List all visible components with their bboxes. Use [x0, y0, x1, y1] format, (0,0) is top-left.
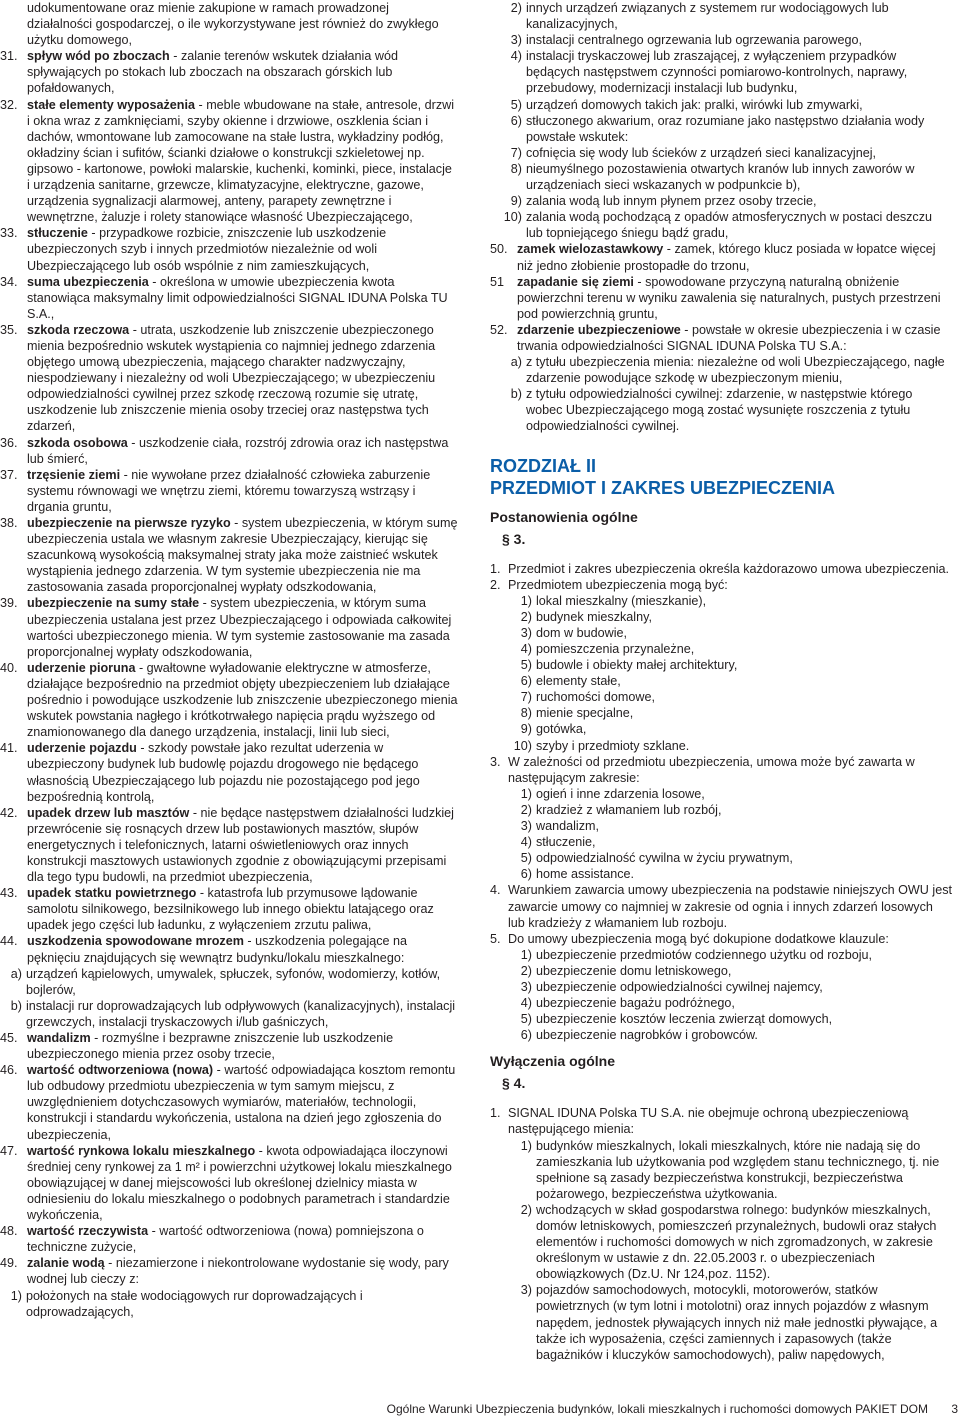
right-column	[490, 0, 952, 1363]
term: uszkodzenia spowodowane mrozem	[27, 934, 244, 949]
item-number: 32.	[0, 97, 18, 112]
item-number: 2)	[520, 963, 532, 978]
item-number: 38.	[0, 516, 18, 530]
item-text: SIGNAL IDUNA Polska TU S.A. nie obejmuje ochroną ubezpieczeniową następującego mienia:	[508, 1106, 909, 1137]
term: trzęsienie ziemi	[27, 467, 121, 482]
item-number: 2)	[520, 1202, 532, 1217]
item-text: pojazdów samochodowych, motocykli, motorowerów, statków powietrznych (w tym lotni i motolotni) oraz innych pojazdów z własnym napędem, jednostek pływających innych niż małe jednostki pływające, a także ich wyposażenia, części zamiennych i zapasowych (także bagażników i kluczyków samochodowych), paliw napędowych,	[536, 1283, 938, 1362]
insured-object-item	[490, 738, 952, 754]
item-number: b)	[510, 387, 522, 402]
item-text: urządzeń kąpielowych, umywalek, spłuczek, syfonów, wodomierzy, kotłów, bojlerów,	[26, 966, 441, 997]
p3-item	[490, 754, 952, 786]
item-number: 46.	[0, 1063, 18, 1078]
chapter-title: PRZEDMIOT I ZAKRES UBEZPIECZENIA	[490, 477, 836, 498]
item-text: pomieszczenia przynależne,	[536, 642, 695, 656]
term: zamek wielozastawkowy	[517, 242, 664, 257]
item-text: budowle i obiekty małej architektury,	[536, 658, 738, 673]
definition-40	[0, 660, 458, 740]
section-exclusions-heading: Wyłączenia ogólne	[490, 1053, 615, 1070]
definition-text: - kwota odpowiadająca iloczynowi średniej ceny rynkowej za 1 m² i powierzchni użytkowej lokalu mieszkalnego obowiązującej w danej miejscowości lub określonej dzielnicy miasta w odniesieniu do lokalu mieszkalnego o podobnych parametrach i standardzie wykończenia,	[27, 1143, 452, 1223]
item-number: 31.	[0, 49, 18, 64]
item-text: instalacji centralnego ogrzewania lub ogrzewania parowego,	[526, 33, 863, 48]
p3-item	[490, 561, 952, 577]
left-column	[0, 0, 458, 1320]
definition-list-right	[490, 241, 952, 434]
definition-text: - system ubezpieczenia, w którym sumę ubezpieczenia ustala we własnym zakresie Ubezpieczający, kierując się szacunkową wysokością maksymalnej straty jaka może zaistnieć wskutek wystąpienia jednego zdarzenia. W tym systemie ubezpieczenia nie ma zastosowania zasada proporcjonalnej wypłaty odszkodowania,	[27, 516, 458, 595]
item-number: 45.	[0, 1031, 18, 1045]
item-text: dom w budowie,	[536, 625, 628, 640]
footer-title: Ogólne Warunki Ubezpieczenia budynków, lokali mieszkalnych i ruchomości domowych PAKIET DOM	[386, 1402, 928, 1416]
water-damage-item	[480, 161, 952, 193]
item-number: 40.	[0, 660, 18, 675]
water-damage-item	[480, 209, 952, 241]
term: upadek statku powietrznego	[27, 886, 197, 901]
definition-text: - gwałtowne wyładowanie elektryczne w atmosferze, działające bezpośrednio na przedmiot objęty ubezpieczeniem lub działające pośrednio i powodujące uszkodzenie lub zniszczenie ubezpieczonego mienia wskutek powstania nagłego i krótkotrwałego napięcia prądu wyższego od znamionowanego dla danego urządzenia, instalacji, linii lub sieci,	[27, 660, 458, 740]
definition-text: - szkody powstałe jako rezultat uderzenia w ubezpieczony budynek lub budowlę pojazdu drogowego nie będącego własnością Ubezpieczającego lub pojazdu nie pozostającego pod jego bezpośrednią kontrolą,	[27, 741, 420, 804]
item-number: 2.	[490, 577, 501, 592]
item-number: 1)	[520, 947, 532, 962]
item-text: lokal mieszkalny (mieszkanie),	[536, 593, 707, 608]
item-number: 39.	[0, 596, 18, 611]
term: szkoda rzeczowa	[27, 322, 130, 337]
term: wartość odtworzeniowa (nowa)	[27, 1063, 214, 1078]
insured-object-item-list	[490, 593, 952, 754]
definition-text: - zalanie terenów wskutek działania wód spływających po stokach lub zboczach na obszarach górskich lub pofałdowanych,	[27, 49, 398, 96]
insured-object-item	[490, 673, 952, 689]
definition-text: - przypadkowe rozbicie, zniszczenie lub uszkodzenie ubezpieczonych szyb i innych przedmiotów niezależnie od woli Ubezpieczającego lub osób wspólnie z nim zamieszkujących,	[27, 226, 387, 273]
definition-35	[0, 322, 458, 435]
item-number: 47.	[0, 1143, 18, 1158]
coverage-scope-item	[490, 866, 952, 882]
item-number: 4)	[510, 49, 522, 64]
item-number: 6)	[510, 113, 522, 128]
item-number: 34.	[0, 274, 18, 289]
item-number: 1)	[10, 1288, 22, 1303]
insured-object-item	[490, 689, 952, 705]
section-general-heading: Postanowienia ogólne	[490, 508, 638, 525]
intro-line: udokumentowane oraz mienie zakupione w ramach prowadzonej	[27, 1, 389, 15]
item-number: b)	[10, 998, 22, 1013]
water-damage-item	[480, 32, 952, 48]
item-text: mienie specjalne,	[536, 706, 634, 721]
item-text: ruchomości domowe,	[536, 690, 655, 705]
term: ubezpieczenie na sumy stałe	[27, 596, 200, 611]
coverage-scope-item	[490, 802, 952, 818]
definition-42	[0, 805, 458, 885]
item-number: 2)	[510, 1, 522, 15]
insured-object-item	[490, 593, 952, 609]
item-number: 10)	[503, 210, 522, 225]
intro-text	[0, 0, 458, 48]
term: wartość rzeczywista	[27, 1224, 149, 1239]
item-number: 1)	[520, 1138, 532, 1153]
item-text: stłuczonego akwarium, oraz rozumiane jako następstwo działania wody powstałe wskutek:	[526, 113, 925, 144]
item-number: 51	[490, 274, 505, 289]
definition-37	[0, 467, 458, 515]
item-text: W zależności od przedmiotu ubezpieczenia, umowa może być zawarta w następującym zakresie:	[508, 754, 915, 785]
definition-text: - uszkodzenie ciała, rozstrój zdrowia oraz ich następstwa lub śmierć,	[27, 435, 449, 466]
item-number: 1.	[490, 1106, 501, 1121]
item-number: 8)	[510, 161, 522, 176]
definition-text: - utrata, uszkodzenie lub zniszczenie ubezpieczonego mienia bezpośrednio wskutek wystąpienia co najmniej jednego zdarzenia objętego umową ubezpieczenia, mającego charakter nadzwyczajny, niespodziewany i niezależny od woli Ubezpieczającego; w ubezpieczeniu odpowiedzialności cywilnej przez szkodę rzeczową rozumie się utratę, uszkodzenie lub zniszczenie mienia osoby trzeciej oraz następstwa tych zdarzeń,	[27, 322, 436, 434]
definition-text: - określona w umowie ubezpieczenia kwota stanowiąca maksymalny limit odpowiedzialności SIGNAL IDUNA Polska TU S.A.,	[27, 274, 448, 321]
item-text: Do umowy ubezpieczenia mogą być dokupione dodatkowe klauzule:	[508, 931, 889, 946]
paragraph-3-list	[490, 561, 952, 1044]
item-number: 3)	[520, 1283, 532, 1298]
definition-38	[0, 515, 458, 595]
page-number: 3	[951, 1402, 958, 1416]
item-text: gotówka,	[536, 722, 587, 737]
definition-text: - nie będące następstwem działalności ludzkiej przewrócenie się rosnących drzew lub postawionych masztów, słupów energetycznych i telefonicznych, latarni oświetleniowych oraz innych konstrukcji masztowych ustawionych zgodnie z obowiązującymi przepisami dla tego typu budowli, na przedmiot ubezpieczenia,	[27, 805, 454, 885]
frost-damage-item	[0, 998, 458, 1030]
definition-text: - spowodowane przyczyną naturalną obniżenie powierzchni terenu w wyniku zawalenia się naturalnych, pustych przestrzeni pod powierzchnią gruntu,	[517, 274, 941, 321]
item-text: zalania wodą pochodzącą z opadów atmosferycznych w postaci deszczu lub topniejącego śniegu bądź gradu,	[526, 210, 933, 241]
item-number: 1.	[490, 561, 501, 576]
insured-object-item	[490, 721, 952, 737]
definition-text: - katastrofa lub przymusowe lądowanie samolotu silnikowego, bezsilnikowego lub innego obiektu latającego oraz upadek jego części lub ładunku, z wyłączeniem zrzutu paliwa,	[27, 886, 434, 933]
definition-45	[0, 1030, 458, 1062]
item-49-continued-list	[480, 0, 952, 241]
item-text: ubezpieczenie domu letniskowego,	[536, 963, 732, 978]
item-number: 44.	[0, 934, 18, 949]
item-number: 9)	[510, 194, 522, 209]
definition-text: - wartość odpowiadająca kosztom remontu lub odbudowy przedmiotu ubezpieczenia w tym samym miejscu, z uwzględnieniem dotychczasowych wymiarów, materiałów, technologii, konstrukcji i standardu wykończenia, ustalona na dzień jego zgłoszenia do ubezpieczenia,	[27, 1063, 456, 1142]
item-number: 5)	[520, 851, 532, 866]
item-number: 3)	[520, 819, 532, 834]
frost-damage-item	[0, 966, 458, 998]
clause-item	[490, 963, 952, 979]
definition-46	[0, 1062, 458, 1142]
definition-34	[0, 274, 458, 322]
item-text: ogień i inne zdarzenia losowe,	[536, 786, 705, 801]
excluded-property-item	[490, 1282, 952, 1362]
item-number: 5)	[510, 97, 522, 112]
definition-text: - powstałe w okresie ubezpieczenia i w czasie trwania odpowiedzialności SIGNAL IDUNA Polska TU S.A.:	[517, 322, 941, 353]
clause-item	[490, 995, 952, 1011]
item-number: 43.	[0, 886, 18, 901]
item-text: stłuczenie,	[536, 835, 596, 850]
water-damage-item	[480, 193, 952, 209]
definition-text: - nie wywołane przez działalność człowieka zaburzenie systemu równowagi we wnętrzu ziemi, któremu towarzyszą wstrząsy i drgania gruntu,	[27, 467, 431, 514]
item-number: 7)	[510, 145, 522, 160]
term: wartość rynkowa lokalu mieszkalnego	[27, 1143, 256, 1158]
term: upadek drzew lub masztów	[27, 805, 190, 820]
insurance-event-item	[480, 354, 952, 386]
item-number: 5.	[490, 931, 501, 946]
chapter-label: ROZDZIAŁ II	[490, 455, 596, 476]
item-text: ubezpieczenie odpowiedzialności cywilnej najemcy,	[536, 979, 823, 994]
item-number: 6)	[520, 674, 532, 689]
item-number: 48.	[0, 1224, 18, 1239]
item-text: budynków mieszkalnych, lokali mieszkalnych, które nie nadają się do zamieszkania lub użytkowania pod względem stanu technicznego, tj. nie spełnione są zasady bezpieczeństwa konstrukcji, bezpieczeństwa pożarowego, bezpieczeństwa użytkowania.	[536, 1138, 940, 1201]
item-number: 4.	[490, 883, 501, 898]
intro-line: użytku domowego,	[27, 33, 133, 48]
definition-list	[0, 48, 458, 1319]
insured-object-item	[490, 625, 952, 641]
item-number: 3)	[510, 33, 522, 48]
item-text: położonych na stałe wodociągowych rur doprowadzających i odprowadzających,	[26, 1288, 363, 1319]
water-damage-item	[480, 113, 952, 145]
item-text: Przedmiotem ubezpieczenia mogą być:	[508, 577, 728, 592]
item-number: a)	[10, 966, 22, 981]
item-number: 2)	[520, 802, 532, 817]
item-text: instalacji rur doprowadzających lub odpływowych (kanalizacyjnych), instalacji grzewczych, instalacji tryskaczowych i/lub gaśniczych,	[26, 998, 456, 1029]
term: zdarzenie ubezpieczeniowe	[517, 322, 681, 337]
coverage-scope-item	[490, 850, 952, 866]
item-number: 6)	[520, 867, 532, 882]
definition-50	[490, 241, 952, 273]
item-number: 41.	[0, 741, 18, 756]
intro-line: działalności gospodarczej, o ile wykorzystywane jest również do zwykłego	[27, 17, 439, 32]
clause-item	[490, 1011, 952, 1027]
item-number: 3)	[520, 979, 532, 994]
term: stłuczenie	[27, 226, 88, 241]
item-number: 5)	[520, 658, 532, 673]
definition-text: - niezamierzone i niekontrolowane wydostanie się wody, pary wodnej lub cieczy z:	[27, 1256, 449, 1287]
definition-41	[0, 740, 458, 804]
item-text: ubezpieczenie bagażu podróżnego,	[536, 996, 735, 1011]
paragraph-4-heading: § 4.	[502, 1075, 526, 1092]
term: suma ubezpieczenia	[27, 274, 149, 289]
water-damage-item	[0, 1288, 458, 1320]
item-text: cofnięcia się wody lub ścieków z urządzeń sieci kanalizacyjnej,	[526, 145, 876, 160]
item-text: ubezpieczenie przedmiotów codziennego użytku od rozboju,	[536, 947, 873, 962]
insured-object-item	[490, 609, 952, 625]
p3-item	[490, 577, 952, 593]
item-number: 8)	[520, 706, 532, 721]
item-text: budynek mieszkalny,	[536, 609, 652, 624]
term: spływ wód po zboczach	[27, 49, 170, 64]
definition-44	[0, 933, 458, 965]
definition-text: - uszkodzenia polegające na pęknięciu znajdujących się wewnątrz budynku/lokalu mieszkalnego:	[27, 934, 408, 965]
item-number: 10)	[513, 738, 532, 753]
insured-object-item	[490, 641, 952, 657]
definition-32	[0, 97, 458, 226]
term: stałe elementy wyposażenia	[27, 97, 195, 112]
item-number: 36.	[0, 435, 18, 450]
item-text: odpowiedzialność cywilna w życiu prywatnym,	[536, 851, 793, 866]
term: uderzenie pioruna	[27, 660, 136, 675]
coverage-scope-item	[490, 834, 952, 850]
item-text: wchodzących w skład gospodarstwa rolnego: budynków mieszkalnych, domów letniskowych, pomieszczeń przynależnych, budowli oraz stałych elementów i ruchomości domowych w nich zgromadzonych, w zakresie określonym w ustawie z dn. 22.05.2003 r. o ubezpieczeniach obowiązkowych (Dz.U. Nr 124,poz. 1152).	[536, 1202, 937, 1282]
item-text: nieumyślnego pozostawienia otwartych kranów lub innych zaworów w urządzeniach sieci wskazanych w podpunkcie b),	[526, 161, 915, 193]
item-number: 3.	[490, 754, 501, 769]
p3-item	[490, 931, 952, 947]
item-number: 4)	[520, 642, 532, 656]
definition-49	[0, 1255, 458, 1287]
definition-36	[0, 435, 458, 467]
item-text: instalacji tryskaczowej lub zraszającej, z wyłączeniem przypadków będących następstwem czynności pomiarowo-kontrolnych, naprawy, przebudowy, modernizacji instalacji lub budynku,	[526, 49, 908, 96]
item-number: 9)	[520, 722, 532, 737]
item-number: 52.	[490, 322, 508, 337]
item-text: ubezpieczenie kosztów leczenia zwierząt domowych,	[536, 1012, 833, 1027]
item-text: ubezpieczenie nagrobków i grobowców.	[536, 1028, 758, 1043]
definition-48	[0, 1223, 458, 1255]
insurance-event-item	[480, 386, 952, 434]
definition-39	[0, 595, 458, 659]
p4-item	[490, 1105, 952, 1137]
item-number: 7)	[520, 690, 532, 705]
clause-item	[490, 1027, 952, 1043]
item-text: zalania wodą lub innym płynem przez osoby trzecie,	[526, 194, 817, 209]
item-number: 1)	[520, 593, 532, 608]
item-number: 33.	[0, 226, 18, 241]
item-number: 1)	[520, 786, 532, 801]
insured-object-item	[490, 705, 952, 721]
item-number: 5)	[520, 1012, 532, 1027]
item-text: Warunkiem zawarcia umowy ubezpieczenia na podstawie niniejszych OWU jest zawarcie umowy co najmniej w zakresie od ognia i innych zdarzeń losowych lub kradzieży z włamaniem lub rozboju.	[508, 883, 952, 930]
item-number: 37.	[0, 467, 18, 482]
item-text: elementy stałe,	[536, 674, 621, 689]
item-text: Przedmiot i zakres ubezpieczenia określa każdorazowo umowa ubezpieczenia.	[508, 561, 950, 576]
item-number: 6)	[520, 1028, 532, 1043]
term: ubezpieczenie na pierwsze ryzyko	[27, 516, 231, 530]
water-damage-item	[480, 97, 952, 113]
excluded-property-item-list	[490, 1138, 952, 1363]
item-text: z tytułu ubezpieczenia mienia: niezależne od woli Ubezpieczającego, nagłe zdarzenie powodujące szkodę w ubezpieczonym mieniu,	[526, 355, 945, 386]
item-text: home assistance.	[536, 867, 635, 882]
term: uderzenie pojazdu	[27, 741, 137, 756]
definition-text: - rozmyślne i bezprawne zniszczenie lub uszkodzenie ubezpieczonego mienia przez osoby trzecie,	[27, 1031, 394, 1062]
item-number: a)	[510, 355, 522, 370]
excluded-property-item	[490, 1138, 952, 1202]
definition-47	[0, 1143, 458, 1223]
item-text: wandalizm,	[536, 819, 599, 834]
water-damage-item	[480, 145, 952, 161]
insurance-event-item-list	[480, 354, 952, 434]
coverage-scope-item-list	[490, 786, 952, 883]
water-damage-item	[480, 0, 952, 32]
definition-text: - wartość odtworzeniowa (nowa) pomniejszona o techniczne zużycie,	[27, 1224, 424, 1255]
coverage-scope-item	[490, 786, 952, 802]
item-number: 49.	[0, 1256, 18, 1271]
water-damage-item-list	[0, 1288, 458, 1320]
water-damage-item	[480, 48, 952, 96]
item-number: 3)	[520, 625, 532, 640]
clause-item-list	[490, 947, 952, 1044]
definition-51	[490, 274, 952, 322]
excluded-property-item	[490, 1202, 952, 1282]
definition-text: - system ubezpieczenia, w którym suma ubezpieczenia ustalana jest przez Ubezpieczającego i odpowiada całkowitej wartości ubezpieczonego mienia. W tym systemie zastosowanie ma zasada proporcjonalnej wypłaty odszkodowania,	[27, 596, 452, 659]
coverage-scope-item	[490, 818, 952, 834]
item-number: 2)	[520, 609, 532, 624]
p3-item	[490, 882, 952, 930]
definition-text: - zamek, którego klucz posiada w łopatce więcej niż jedno złobienie prostopadłe do trzonu,	[517, 242, 936, 273]
paragraph-4-list	[490, 1105, 952, 1363]
paragraph-3-heading: § 3.	[502, 530, 526, 547]
item-number: 50.	[490, 242, 508, 257]
insured-object-item	[490, 657, 952, 673]
item-text: z tytułu odpowiedzialności cywilnej: zdarzenie, w następstwie którego wobec Ubezpieczającego mogą zostać wysunięte roszczenia z tytułu odpowiedzialności cywilnej.	[526, 387, 913, 434]
definition-text: - meble wbudowane na stałe, antresole, drzwi i okna wraz z zamknięciami, szyby okienne i drzwiowe, oszklenia ścian i dachów, wmontowane lub zamocowane na stałe lustra, wykładziny podłóg, okładziny ścian i sufitów, ścianki działowe o konstrukcji szkieletowej np. gipsowo - kartonowe, powłoki malarskie, kuchenki, kominki, piece, instalacje i urządzenia sanitarne, grzewcze, klimatyzacyjne, elektryczne, gazowe, urządzenia sygnalizacji alarmowej, anteny, parapety zewnętrzne i wewnętrzne, żaluzje i rolety stanowiące własność Ubezpieczającego,	[27, 97, 455, 225]
item-text: szyby i przedmioty szklane.	[536, 738, 690, 753]
clause-item	[490, 947, 952, 963]
item-text: urządzeń domowych takich jak: pralki, wirówki lub zmywarki,	[526, 97, 863, 112]
item-number: 4)	[520, 996, 532, 1011]
definition-52	[490, 322, 952, 354]
clause-item	[490, 979, 952, 995]
definition-31	[0, 48, 458, 96]
item-number: 4)	[520, 835, 532, 850]
frost-damage-item-list	[0, 966, 458, 1030]
item-number: 42.	[0, 805, 18, 820]
term: wandalizm	[27, 1031, 91, 1045]
definition-33	[0, 225, 458, 273]
term: szkoda osobowa	[27, 435, 128, 450]
term: zapadanie się ziemi	[517, 274, 634, 289]
term: zalanie wodą	[27, 1256, 105, 1271]
definition-43	[0, 885, 458, 933]
item-text: innych urządzeń związanych z systemem rur wodociągowych lub kanalizacyjnych,	[526, 1, 889, 32]
item-number: 35.	[0, 322, 18, 337]
item-text: kradzież z włamaniem lub rozbój,	[536, 802, 722, 817]
